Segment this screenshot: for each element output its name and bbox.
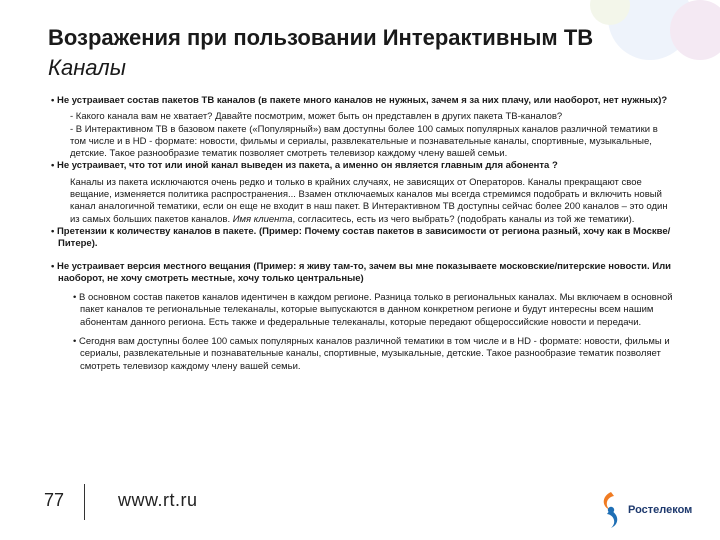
answer-1 — [70, 111, 673, 160]
objection-3: • Претензии к количеству каналов в пакете. (Пример: Почему состав пакетов в зависимости от региона разный, хочу как в Москве/Питере). — [51, 225, 671, 250]
answer-2-body: Каналы из пакета исключаются очень редко и только в крайних случаях, не зависящих от Операторов. Каналы прекращают свое вещание, изменяется политика распространения... Взамен отключаемых каналов мы всегда стремимся подобрать и включить новый канал аналогичной тематики, если он еще не входит в наш пакет. В Интерактивном ТВ доступны сейчас более 200 каналов – это один из самых больших пакетов каналов. — [70, 176, 668, 225]
answer-1b: - В Интерактивном ТВ в базовом пакете («Популярный») вам доступны более 100 самых популярных каналов различной тематики в том числе и в HD - формате: новости, фильмы и сериалы, развлекательные и познавательные каналы, спортивные, музыкальные, детские. Такое разнообразие тематик позволяет смотреть телевизор каждому члену вашей семьи. — [70, 123, 658, 160]
page-number: 77 — [44, 490, 65, 510]
answer-4a: • В основном состав пакетов каналов идентичен в каждом регионе. Разница только в региональных каналах. Мы включаем в основной пакет каналов те региональные телеканалы, которые выпускаются в данном конкретном регионе и будут интересны всем нашим абонентам данного региона. Есть также и федеральные телеканалы, которые передают общероссийские новости и передачи. — [73, 292, 673, 328]
client-name-placeholder: Имя клиента — [232, 213, 293, 225]
answer-1a: - Какого канала вам не хватает? Давайте посмотрим, может быть он представлен в других пакета ТВ-каналов? — [70, 111, 563, 123]
footer-url: www.rt.ru — [118, 490, 198, 510]
objection-2: • Не устраивает, что тот или иной канал выведен из пакета, а именно он является главным для абонента ? — [51, 160, 558, 172]
brand-name: Ростелеком — [628, 504, 693, 516]
footer-divider — [84, 484, 85, 520]
objection-1: • Не устраивает состав пакетов ТВ каналов (в пакете много каналов не нужных, зачем я за них плачу, или наоборот, нет нужных)? — [51, 95, 668, 106]
slide-title: Возражения при пользовании Интерактивным ТВ — [48, 25, 594, 50]
slide-content — [48, 95, 673, 373]
slide-subtitle: Каналы — [48, 55, 126, 80]
answer-2 — [70, 177, 673, 226]
rostelecom-logo-icon — [596, 488, 626, 532]
objection-4: • Не устраивает версия местного вещания (Пример: я живу там-то, зачем вы мне показываете московские/питерские новости. Или наоборот, не хочу смотреть местные, хочу только центральные) — [51, 260, 671, 284]
answer-2-tail: , согласитесь, есть из чего выбрать? (подобрать каналы из той же тематики). — [292, 213, 635, 225]
answer-4b: • Сегодня вам доступны более 100 самых популярных каналов различной тематики в том числе и в HD - формате: новости, фильмы и сериалы, развлекательные и познавательные каналы, спортивные, музыкальные, детские. Такое разнообразие тематик позволяет смотреть телевизор каждому члену вашей семьи. — [73, 336, 670, 372]
